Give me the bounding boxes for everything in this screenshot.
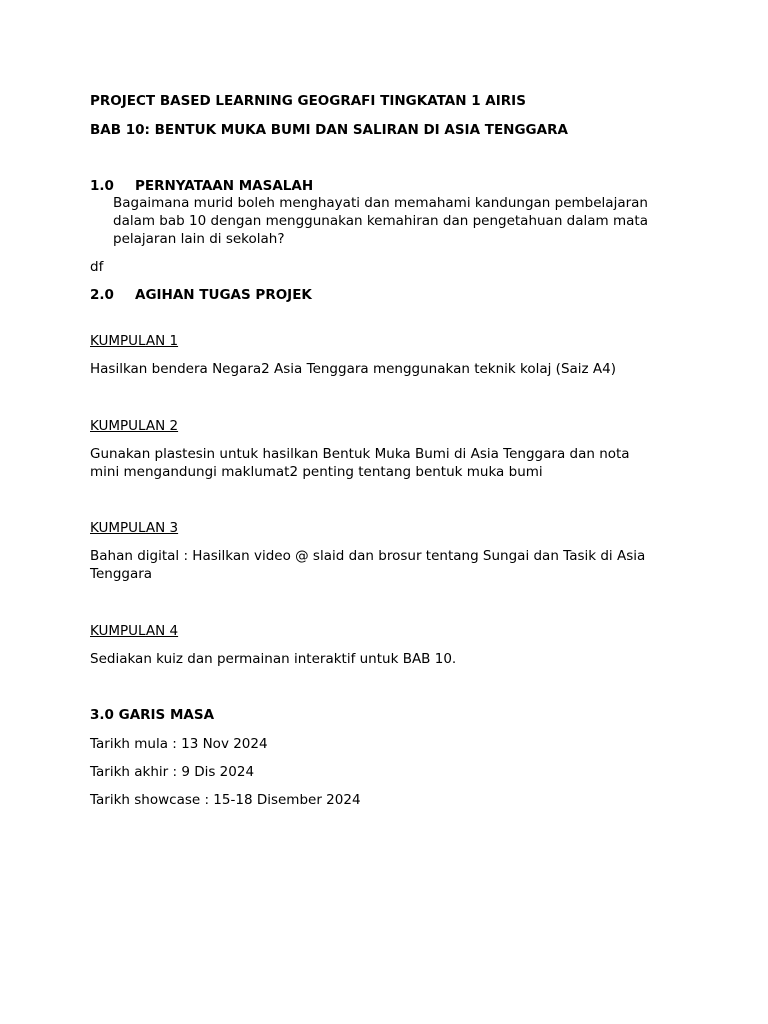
group-1-task: Hasilkan bendera Negara2 Asia Tenggara menggunakan teknik kolaj (Saiz A4): [90, 361, 617, 377]
start-date: Tarikh mula : 13 Nov 2024: [90, 736, 268, 752]
group-3-task-line: Tenggara: [90, 566, 153, 582]
group-3-task-line: Bahan digital : Hasilkan video @ slaid dan brosur tentang Sungai dan Tasik di Asia: [90, 548, 646, 564]
chapter-title: BAB 10: BENTUK MUKA BUMI DAN SALIRAN DI ASIA TENGGARA: [90, 122, 568, 138]
document-title: PROJECT BASED LEARNING GEOGRAFI TINGKATAN 1 AIRIS: [90, 93, 526, 109]
section-1-text-line: Bagaimana murid boleh menghayati dan memahami kandungan pembelajaran: [113, 195, 648, 211]
group-4-task: Sediakan kuiz dan permainan interaktif untuk BAB 10.: [90, 651, 457, 667]
showcase-date: Tarikh showcase : 15-18 Disember 2024: [90, 792, 361, 808]
stray-text: df: [90, 259, 104, 275]
group-2-label: KUMPULAN 2: [90, 418, 179, 434]
section-1-text-line: dalam bab 10 dengan menggunakan kemahiran dan pengetahuan dalam mata: [113, 213, 648, 229]
group-3-label: KUMPULAN 3: [90, 520, 179, 536]
section-1-number: 1.0: [90, 178, 114, 194]
section-3-heading: 3.0 GARIS MASA: [90, 707, 215, 723]
section-2-number: 2.0: [90, 287, 114, 303]
section-1-title: PERNYATAAN MASALAH: [135, 178, 314, 194]
group-2-task-line: mini mengandungi maklumat2 penting tentang bentuk muka bumi: [90, 464, 543, 480]
group-4-label: KUMPULAN 4: [90, 623, 179, 639]
section-1-heading: [90, 177, 313, 195]
group-1-label: KUMPULAN 1: [90, 333, 179, 349]
section-2-heading: [90, 286, 312, 304]
group-2-task-line: Gunakan plastesin untuk hasilkan Bentuk Muka Bumi di Asia Tenggara dan nota: [90, 446, 630, 462]
section-2-title: AGIHAN TUGAS PROJEK: [135, 287, 312, 303]
section-1-text-line: pelajaran lain di sekolah?: [113, 231, 285, 247]
end-date: Tarikh akhir : 9 Dis 2024: [90, 764, 255, 780]
